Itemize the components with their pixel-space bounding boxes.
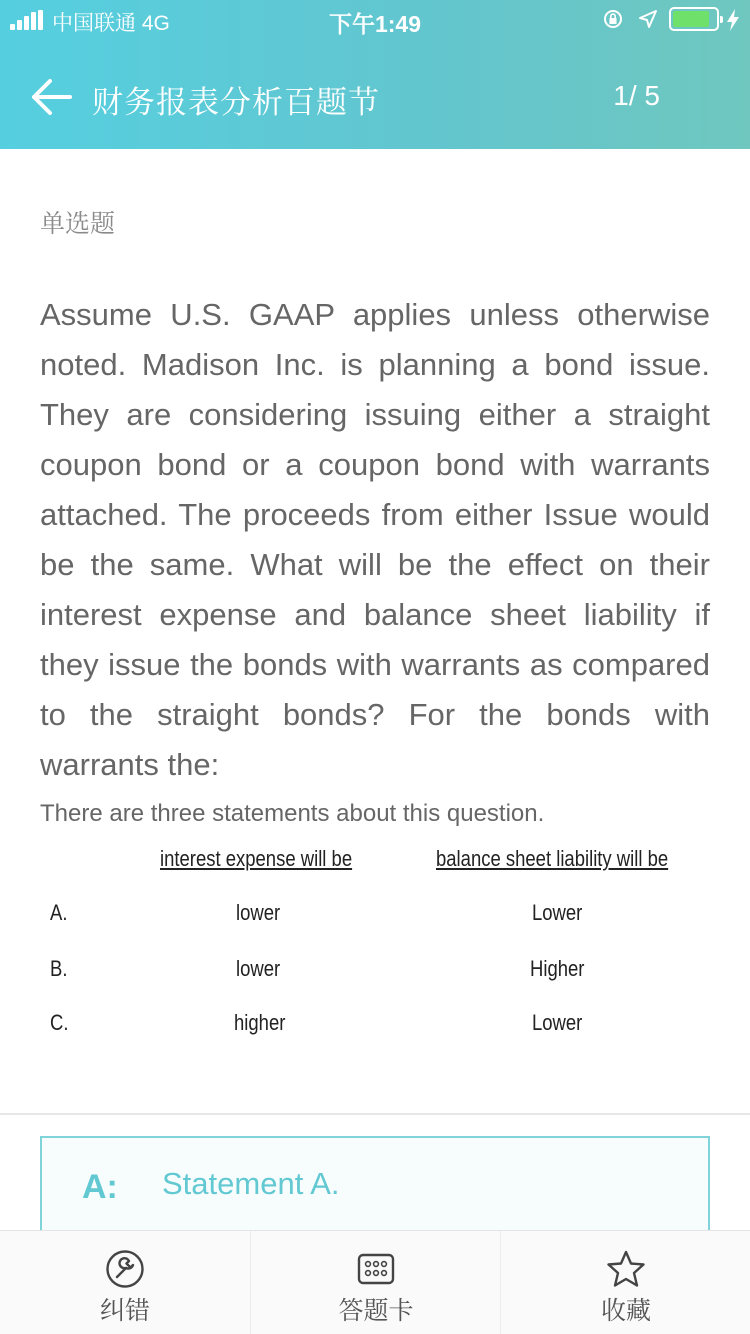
row-interest: lower [236,900,281,925]
table-row [40,900,710,940]
report-error-label: 纠错 [99,1297,150,1325]
rotation-lock-icon [602,8,624,30]
answer-card-button[interactable] [250,1231,500,1334]
charging-icon [726,9,740,31]
answer-option-a[interactable] [40,1136,710,1236]
status-time: 下午1:49 [328,11,422,37]
answer-text: Statement A. [162,1166,340,1201]
location-icon [638,9,658,29]
row-liability: Lower [532,900,583,925]
battery-icon [669,7,719,31]
question-stem: Assume U.S. GAAP applies unless otherwise noted. Madison Inc. is planning a bond issue. They are considering issuing either a straight coupon bond or a coupon bond with warrants attached. The proceeds from either Issue would be the same. What will be the effect on their interest expense and balance sheet liability if they issue the bonds with warrants as compared to the straight bonds? For the bonds with warrants the: [40,297,710,782]
table-header-interest: interest expense will be [160,846,353,871]
carrier-label: 中国联通 4G [52,12,170,35]
favorite-button[interactable] [500,1231,750,1334]
row-interest: higher [234,1010,286,1035]
question-note: There are three statements about this question. [40,800,545,827]
answer-card-icon [356,1249,396,1289]
answer-card-label: 答题卡 [338,1297,414,1325]
page-title: 财务报表分析百题节 [92,85,380,120]
divider [0,1113,750,1115]
bottom-toolbar [0,1230,750,1334]
statements-table [40,840,710,1050]
table-row [40,956,710,996]
table-row [40,1010,710,1050]
status-bar [0,0,750,40]
row-liability: Lower [532,1010,583,1035]
row-label: C. [50,1010,69,1035]
question-counter: 1/ 5 [613,80,660,111]
report-error-button[interactable] [0,1231,250,1334]
favorite-label: 收藏 [600,1297,651,1325]
row-liability: Higher [530,956,585,981]
top-bar [0,0,750,149]
wrench-icon [105,1249,145,1289]
row-label: B. [50,956,68,981]
row-label: A. [50,900,68,925]
answer-letter: A: [82,1168,118,1206]
row-interest: lower [236,956,281,981]
battery-level [673,11,709,27]
arrow-left-icon[interactable] [28,76,74,118]
nav-bar [0,52,750,142]
table-header-liability: balance sheet liability will be [436,846,669,871]
question-type: 单选题 [40,210,116,238]
star-icon [606,1249,646,1289]
